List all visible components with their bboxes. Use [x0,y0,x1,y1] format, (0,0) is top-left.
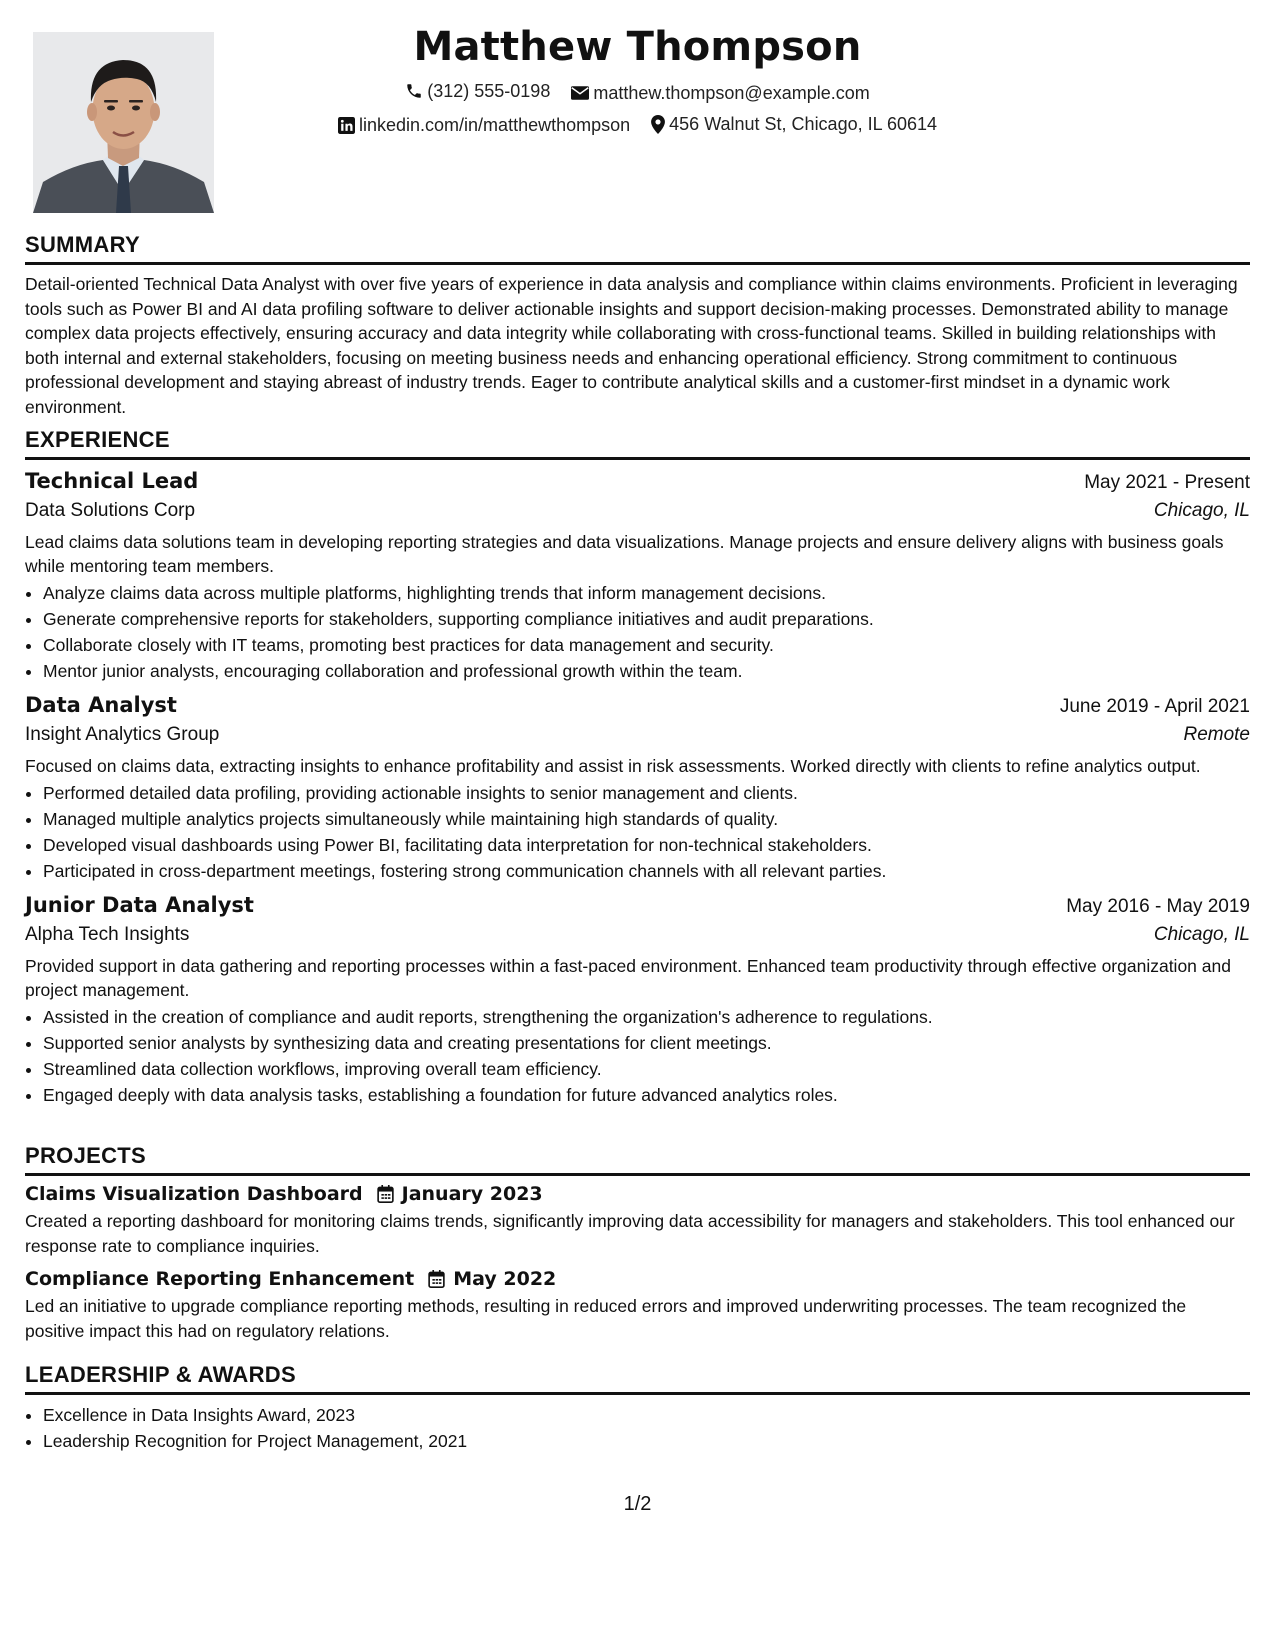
section-title-experience: EXPERIENCE [25,427,1250,460]
list-item: • Collaborate closely with IT teams, promoting best practices for data management and security. [43,632,1250,658]
job-dates: May 2021 - Present [1084,472,1250,493]
job-location: Remote [1183,724,1250,745]
list-item: • Excellence in Data Insights Award, 2023 [43,1402,1250,1428]
job-company: Alpha Tech Insights [25,924,190,945]
list-item: • Supported senior analysts by synthesizing data and creating presentations for client meetings. [43,1030,1250,1056]
projects-section [25,1143,1250,1343]
list-item: • Streamlined data collection workflows, improving overall team efficiency. [43,1056,1250,1082]
phone-number: (312) 555-0198 [427,81,551,101]
project-date: January 2023 [401,1183,543,1205]
project-entry [25,1268,1250,1343]
project-description: Created a reporting dashboard for monitoring claims trends, significantly improving data accessibility for managers and stakeholders. This tool enhanced our response rate to compliance inquiries. [25,1211,1235,1256]
calendar-icon [428,1270,445,1288]
job-location: Chicago, IL [1153,500,1250,521]
projects-list [25,1183,1250,1343]
map-pin-icon [651,115,665,134]
list-item: • Leadership Recognition for Project Management, 2021 [43,1428,1250,1454]
calendar-icon [377,1185,394,1203]
job-title: Data Analyst [25,693,177,717]
experience-section [25,427,1250,1108]
job-company: Data Solutions Corp [25,500,196,521]
job-entry [25,693,1250,884]
job-dates: May 2016 - May 2019 [1066,896,1250,917]
linkedin-icon [338,117,355,134]
linkedin-url[interactable]: linkedin.com/in/matthewthompson [359,115,631,135]
job-company: Insight Analytics Group [25,724,220,745]
phone-contact [405,76,550,106]
job-entry [25,893,1250,1108]
contact-line-2 [25,109,1250,143]
job-title: Technical Lead [25,469,199,493]
section-title-projects: PROJECTS [25,1143,1250,1176]
list-item: • Mentor junior analysts, encouraging collaboration and professional growth within the team. [43,658,1250,684]
resume-header [25,20,1250,143]
address-contact [651,109,937,139]
list-item: • Participated in cross-department meetings, fostering strong communication channels with all relevant parties. [43,858,1250,884]
job-description: Provided support in data gathering and reporting processes within a fast-paced environment. Enhanced team productivity through effective organization and project management. [25,956,1231,1000]
job-location: Chicago, IL [1153,924,1250,945]
list-item: • Engaged deeply with data analysis tasks, establishing a foundation for future advanced analytics roles. [43,1082,1250,1108]
page-number: 1/2 [623,1493,652,1515]
job-description: Focused on claims data, extracting insights to enhance profitability and assist in risk assessments. Worked directly with clients to refine analytics output. [25,756,1201,776]
job-bullets [25,580,1250,684]
project-date: May 2022 [453,1268,557,1290]
job-bullets [25,1004,1250,1108]
summary-section [25,232,1250,419]
job-entry [25,469,1250,684]
resume-page [25,0,1250,1650]
project-name: Compliance Reporting Enhancement [25,1268,415,1290]
list-item: • Analyze claims data across multiple platforms, highlighting trends that inform management decisions. [43,580,1250,606]
list-item: • Generate comprehensive reports for stakeholders, supporting compliance initiatives and audit preparations. [43,606,1250,632]
project-description: Led an initiative to upgrade compliance reporting methods, resulting in reduced errors and improved underwriting processes. The team recognized the positive impact this had on regulatory relations. [25,1296,1187,1341]
phone-icon [405,82,423,100]
email-address[interactable]: matthew.thompson@example.com [593,83,870,103]
job-title: Junior Data Analyst [25,893,254,917]
project-entry [25,1183,1250,1258]
project-name: Claims Visualization Dashboard [25,1183,363,1205]
summary-text: Detail-oriented Technical Data Analyst with over five years of experience in data analysis and compliance within claims environments. Proficient in leveraging tools such as Power BI and AI data profiling software to deliver actionable insights and support decision-making processes. Demonstrated ability to manage complex data projects effectively, ensuring accuracy and data integrity while collaborating with cross-functional teams. Skilled in building relationships with both internal and external stakeholders, focusing on meeting business needs and enhancing operational efficiency. Strong commitment to continuous professional development and staying abreast of industry trends. Eager to contribute analytical skills and a customer-first mindset in a dynamic work environment. [25,274,1238,417]
job-dates: June 2019 - April 2021 [1059,696,1250,717]
list-item: • Developed visual dashboards using Power BI, facilitating data interpretation for non-technical stakeholders. [43,832,1250,858]
linkedin-contact[interactable] [338,110,630,140]
awards-section [25,1362,1250,1454]
awards-list [25,1402,1250,1454]
list-item: • Assisted in the creation of compliance and audit reports, strengthening the organization's adherence to regulations. [43,1004,1250,1030]
candidate-name: Matthew Thompson [413,24,862,70]
list-item: • Performed detailed data profiling, providing actionable insights to senior management and clients. [43,780,1250,806]
section-title-summary: SUMMARY [25,232,1250,265]
job-description: Lead claims data solutions team in developing reporting strategies and data visualizations. Manage projects and ensure delivery aligns with business goals while mentoring team members. [25,532,1224,576]
section-title-awards: LEADERSHIP & AWARDS [25,1362,1250,1395]
email-contact[interactable] [571,78,869,108]
street-address: 456 Walnut St, Chicago, IL 60614 [669,114,937,134]
list-item: • Managed multiple analytics projects simultaneously while maintaining high standards of quality. [43,806,1250,832]
job-bullets [25,780,1250,884]
contact-line-1 [25,76,1250,109]
envelope-icon [571,86,589,100]
